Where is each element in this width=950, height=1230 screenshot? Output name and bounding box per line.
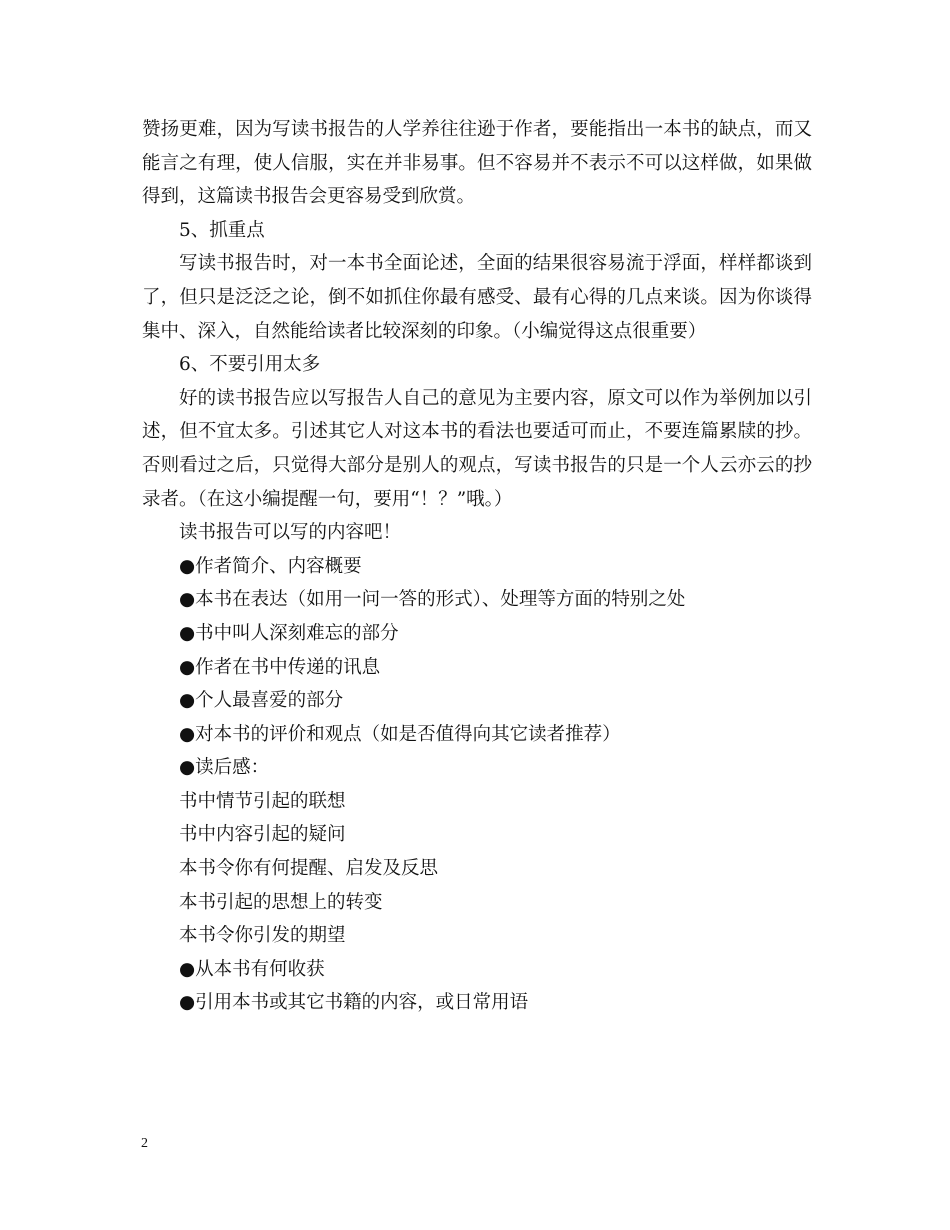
list-item: ●个人最喜爱的部分 [179, 690, 344, 712]
list-item: ●作者简介、内容概要 [179, 555, 362, 577]
list-sub-item: 本书令你有何提醒、启发及反思 [179, 858, 439, 880]
page-content [142, 113, 812, 1020]
page-number: 2 [141, 1136, 148, 1151]
section-heading-5: 5、抓重点 [179, 219, 265, 241]
list-sub-item: 书中情节引起的联想 [179, 790, 346, 812]
list-sub-item: 本书引起的思想上的转变 [179, 891, 383, 913]
paragraph-continued: 赞扬更难，因为写读书报告的人学养往往逊于作者，要能指出一本书的缺点，而又能言之有理，使人信服，实在并非易事。但不容易并不表示不可以这样做，如果做得到，这篇读书报告会更容易受到欣赏。 [142, 119, 812, 208]
paragraph-5: 写读书报告时，对一本书全面论述，全面的结果很容易流于浮面，样样都谈到了，但只是泛泛之论，倒不如抓住你最有感受、最有心得的几点来谈。因为你谈得集中、深入，自然能给读者比较深刻的印象。（小编觉得这点很重要） [142, 253, 812, 342]
list-item: ●书中叫人深刻难忘的部分 [179, 622, 399, 644]
list-item: ●从本书有何收获 [179, 958, 325, 980]
list-item: ●读后感： [179, 757, 270, 779]
list-item: ●本书在表达（如用一问一答的形式）、处理等方面的特别之处 [179, 589, 686, 611]
paragraph-6: 好的读书报告应以写报告人自己的意见为主要内容，原文可以作为举例加以引述，但不宜太多。引述其它人对这本书的看法也要适可而止，不要连篇累牍的抄。否则看过之后，只觉得大部分是别人的观点，写读书报告的只是一个人云亦云的抄录者。（在这小编提醒一句，要用“！？”哦。） [142, 387, 812, 510]
list-sub-item: 本书令你引发的期望 [179, 925, 346, 947]
list-intro: 读书报告可以写的内容吧！ [179, 522, 402, 544]
list-item: ●引用本书或其它书籍的内容，或日常用语 [179, 992, 529, 1014]
section-heading-6: 6、不要引用太多 [179, 354, 321, 376]
list-item: ●作者在书中传递的讯息 [179, 656, 381, 678]
list-item: ●对本书的评价和观点（如是否值得向其它读者推荐） [179, 723, 621, 745]
list-sub-item: 书中内容引起的疑问 [179, 824, 346, 846]
